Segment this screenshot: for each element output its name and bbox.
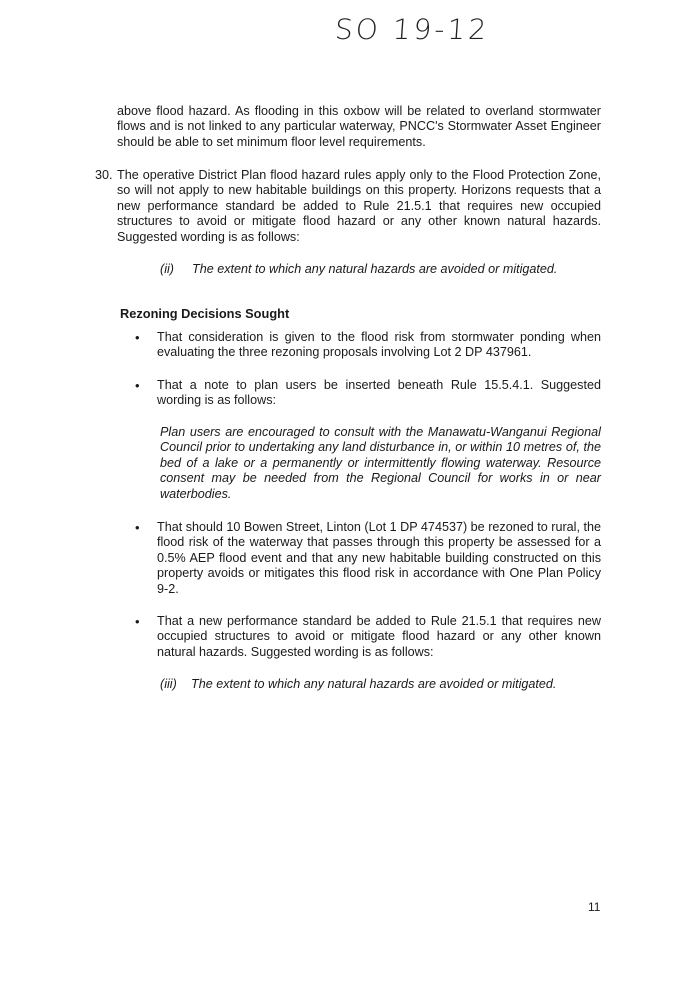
bullet-text: That should 10 Bowen Street, Linton (Lot 1 DP 474537) be rezoned to rural, the flood risk of the waterway that passes through this property be assessed for a 0.5% AEP flood event and that any new habitable building constructed on this property avoids or mitigates this flood risk in accordance with One Plan Policy 9-2. — [157, 520, 601, 596]
paragraph-number: 30. — [95, 168, 113, 182]
bullet-marker: • — [135, 378, 140, 393]
sub-item-text: The extent to which any natural hazards are avoided or mitigated. — [191, 677, 557, 691]
suggested-note-quote: Plan users are encouraged to consult with the Manawatu-Wanganui Regional Council prior to undertaking any land disturbance in, or within 10 metres of, the bed of a lake or a permanently or intermittently flowing waterway. Resource consent may be needed from the Regional Council for works in or near waterbodies. — [160, 425, 601, 501]
paragraph-30-text: The operative District Plan flood hazard rules apply only to the Flood Protection Zone, so will not apply to new habitable buildings on this property. Horizons requests that a new performance standard be added to Rule 21.5.1 that requires new occupied structures to avoid or mitigate flood hazard or any other known natural hazards. Suggested wording is as follows: — [117, 168, 601, 244]
bullet-marker: • — [135, 330, 140, 345]
section-heading: Rezoning Decisions Sought — [120, 306, 290, 321]
sub-item-numeral: (ii) — [160, 262, 174, 276]
page-number: 11 — [588, 900, 601, 914]
bullet-text: That consideration is given to the flood risk from stormwater ponding when evaluating the three rezoning proposals involving Lot 2 DP 437961. — [157, 330, 601, 360]
sub-item-numeral: (iii) — [160, 677, 177, 691]
continuation-paragraph: above flood hazard. As flooding in this oxbow will be related to overland stormwater flows and is not linked to any particular waterway, PNCC's Stormwater Asset Engineer should be able to set minimum floor level requirements. — [117, 104, 601, 149]
bullet-marker: • — [135, 520, 140, 535]
sub-item-text: The extent to which any natural hazards are avoided or mitigated. — [192, 262, 558, 276]
bullet-text: That a note to plan users be inserted beneath Rule 15.5.4.1. Suggested wording is as follows: — [157, 378, 601, 408]
handwritten-reference: SO 19-12 — [333, 13, 491, 46]
bullet-marker: • — [135, 614, 140, 629]
bullet-text: That a new performance standard be added to Rule 21.5.1 that requires new occupied structures to avoid or mitigate flood hazard or any other known natural hazards. Suggested wording is as follows: — [157, 614, 601, 659]
